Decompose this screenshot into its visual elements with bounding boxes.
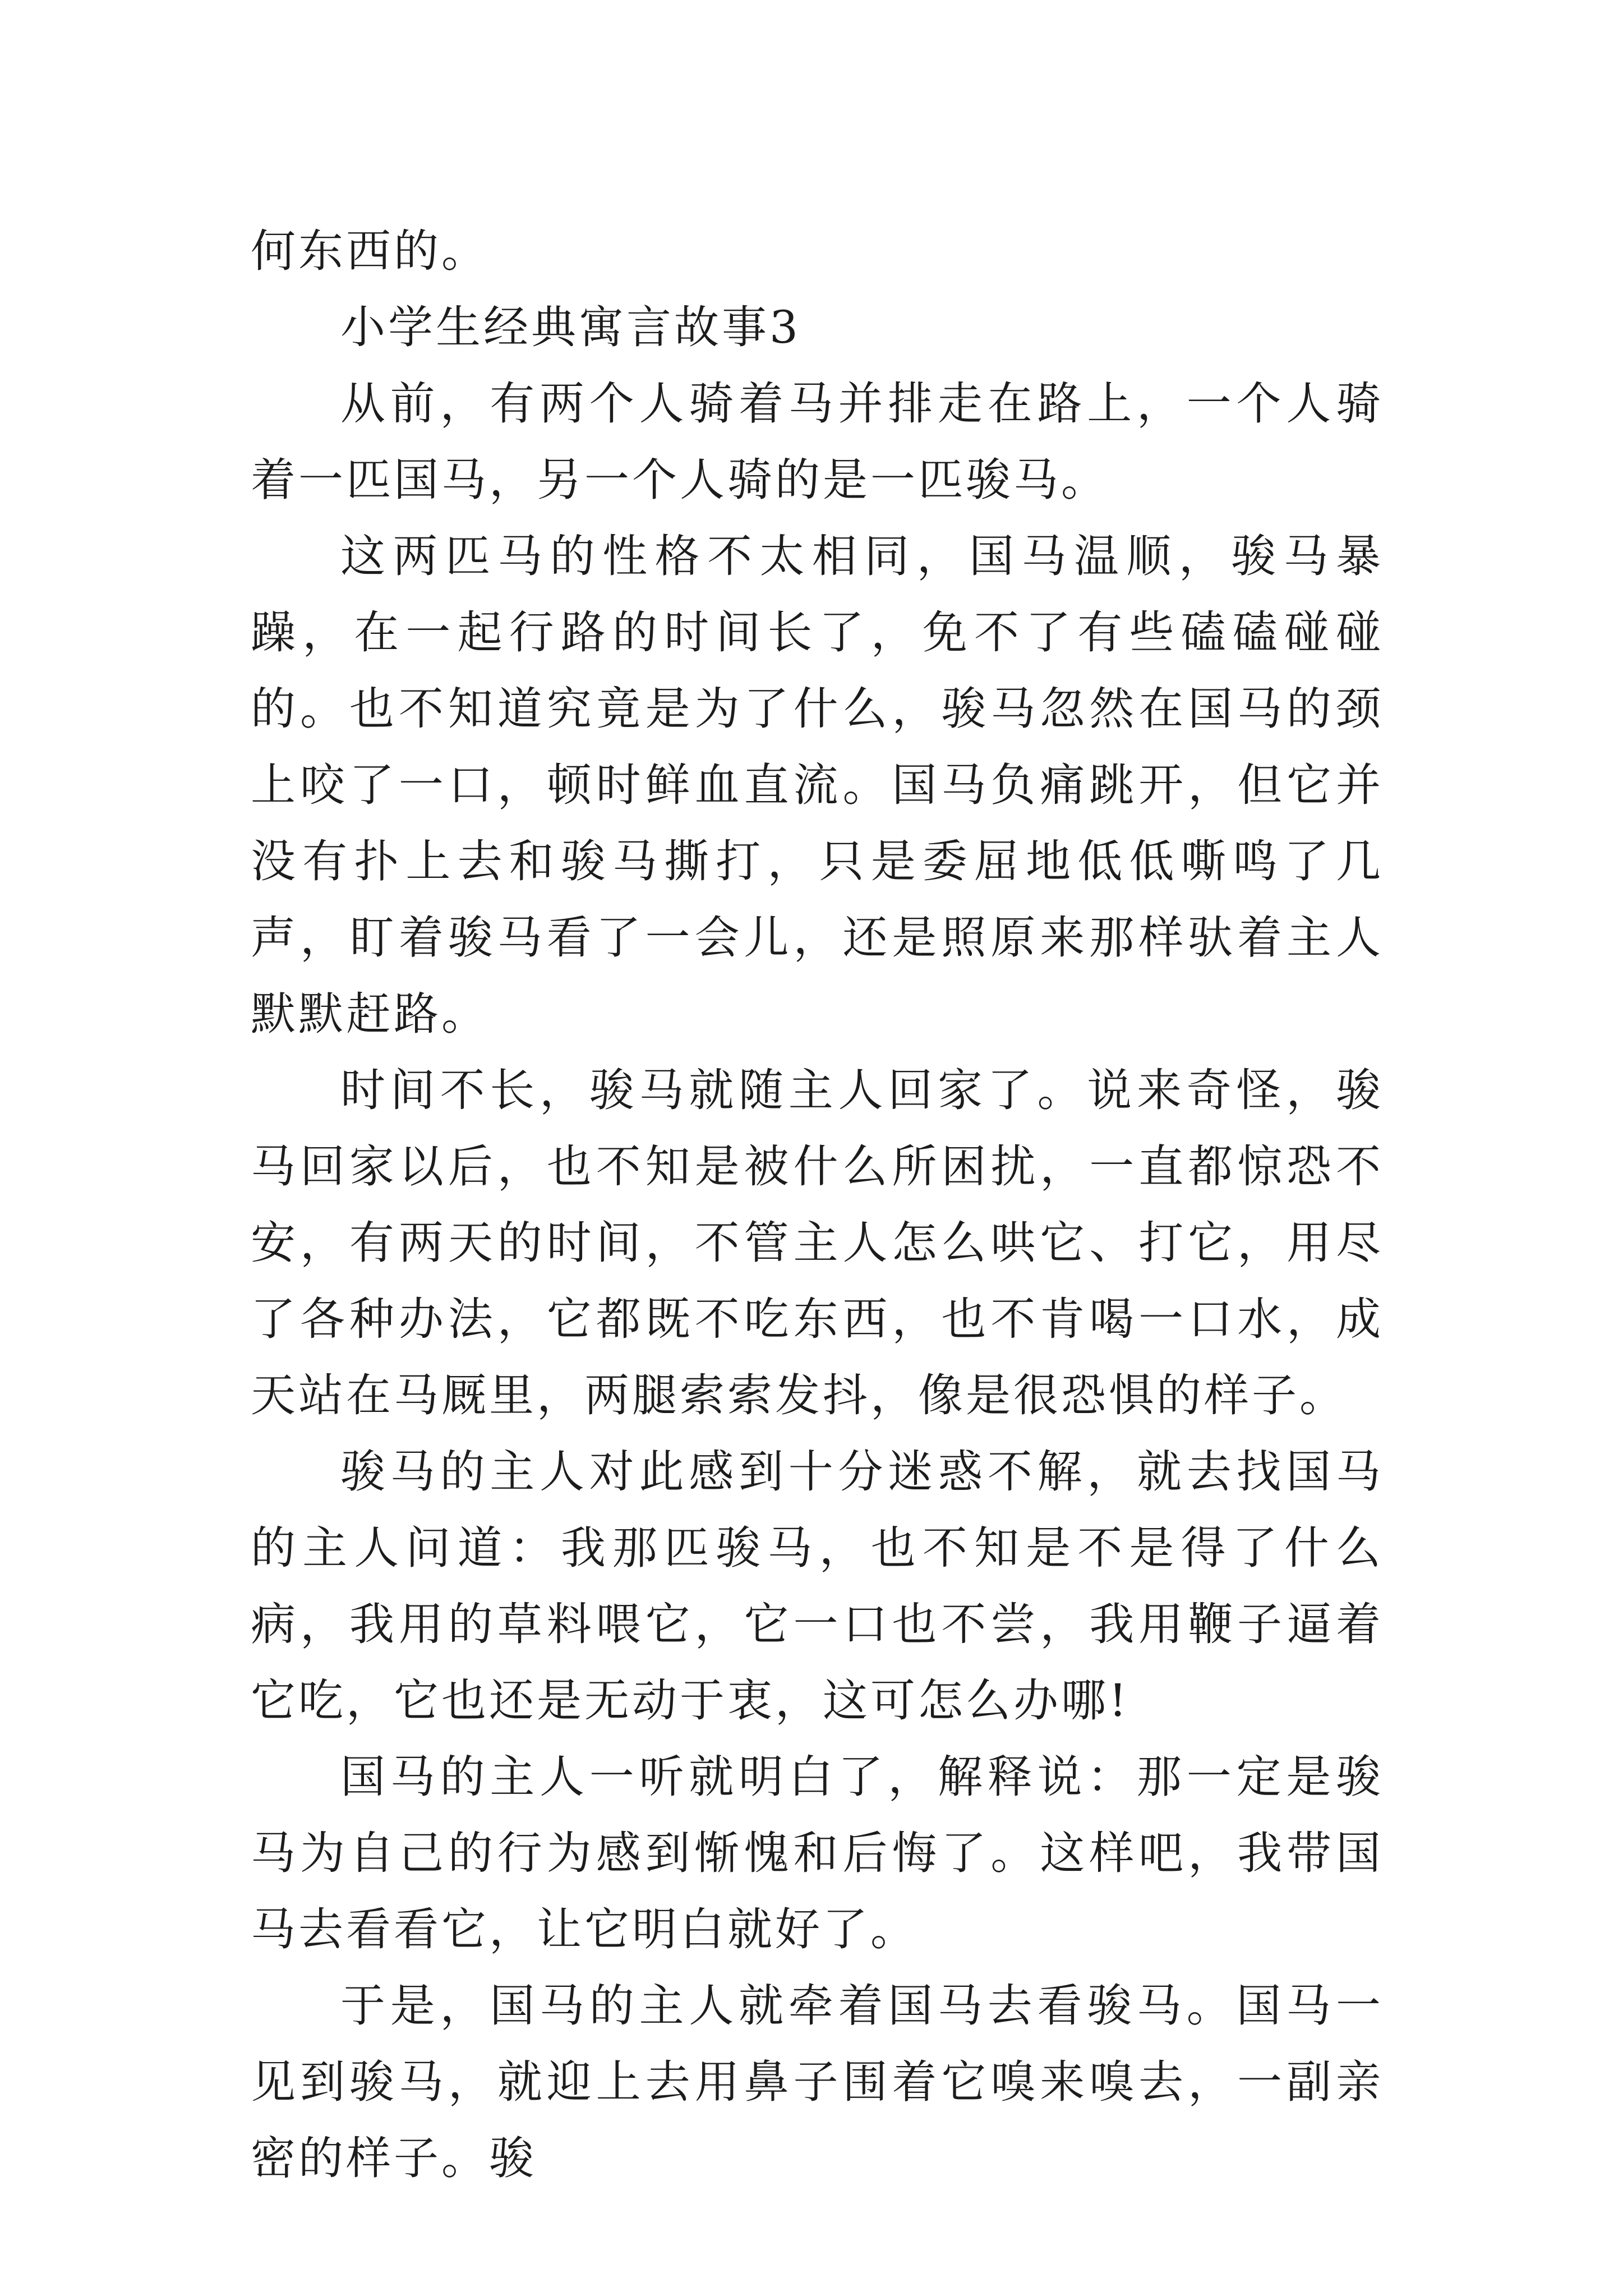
paragraph: 国马的主人一听就明白了，解释说：那一定是骏马为自己的行为感到惭愧和后悔了。这样吧，我带国马去看看它，让它明白就好了。: [251, 1751, 1384, 1955]
paragraph-continuation: 何东西的。: [251, 225, 489, 277]
paragraph: 时间不长，骏马就随主人回家了。说来奇怪，骏马回家以后，也不知是被什么所困扰，一直都惊恐不安，有两天的时间，不管主人怎么哄它、打它，用尽了各种办法，它都既不吃东西，也不肯喝一口水，成天站在马厩里，两腿索索发抖，像是很恐惧的样子。: [251, 1064, 1384, 1421]
paragraph: 骏马的主人对此感到十分迷惑不解，就去找国马的主人问道：我那匹骏马，也不知是不是得了什么病，我用的草料喂它，它一口也不尝，我用鞭子逼着它吃，它也还是无动于衷，这可怎么办哪!: [251, 1446, 1384, 1727]
paragraph: 从前，有两个人骑着马并排走在路上，一个人骑着一匹国马，另一个人骑的是一匹骏马。: [251, 378, 1384, 506]
story-heading: 小学生经典寓言故事3: [340, 301, 801, 353]
document-body: [251, 213, 1384, 2197]
paragraph: 这两匹马的性格不太相同，国马温顺，骏马暴躁，在一起行路的时间长了，免不了有些磕磕碰碰的。也不知道究竟是为了什么，骏马忽然在国马的颈上咬了一口，顿时鲜血直流。国马负痛跳开，但它并没有扑上去和骏马撕打，只是委屈地低低嘶鸣了几声，盯着骏马看了一会儿，还是照原来那样驮着主人默默赶路。: [251, 530, 1384, 1040]
paragraph: 于是，国马的主人就牵着国马去看骏马。国马一见到骏马，就迎上去用鼻子围着它嗅来嗅去，一副亲密的样子。骏: [251, 1980, 1384, 2184]
